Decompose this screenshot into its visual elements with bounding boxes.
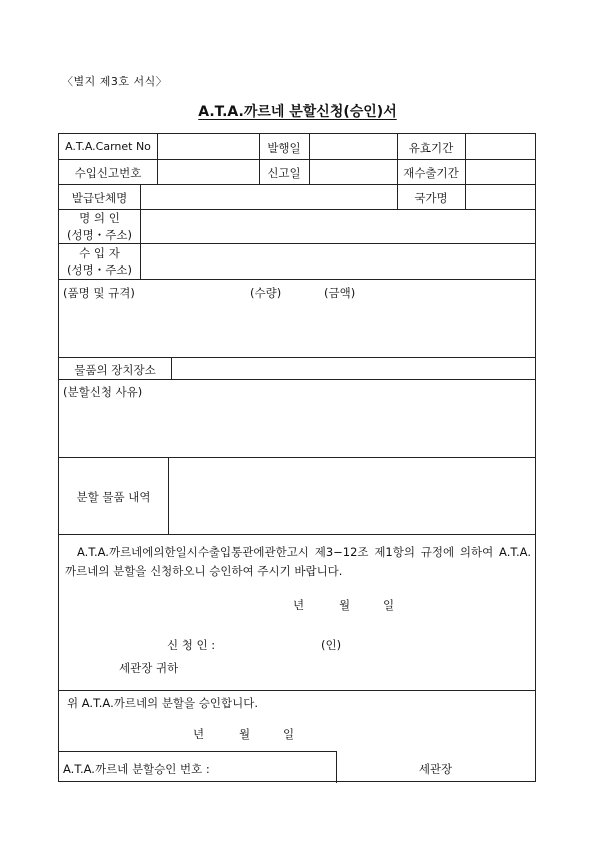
importer-label bbox=[59, 245, 140, 279]
seal-mark: (인) bbox=[321, 638, 342, 652]
addressee: 세관장 귀하 bbox=[119, 661, 179, 675]
customs-director-signer: 세관장 bbox=[418, 762, 453, 776]
approval-year: 년 bbox=[193, 727, 205, 741]
row-divider bbox=[59, 690, 535, 691]
col-divider bbox=[171, 357, 172, 379]
row-divider bbox=[59, 184, 535, 185]
goods-label: (품명 및 규격) bbox=[63, 286, 135, 300]
col-divider bbox=[465, 134, 466, 209]
quantity-label: (수량) bbox=[250, 286, 282, 300]
holder-label-line1: 명 의 인 bbox=[79, 211, 120, 225]
row-divider bbox=[59, 279, 535, 280]
reason-label: (분할신청 사유) bbox=[63, 385, 143, 399]
decl-date-label: 신고일 bbox=[267, 166, 301, 180]
row-divider bbox=[59, 379, 535, 380]
application-form bbox=[58, 133, 536, 782]
importer-label-line2: (성명・주소) bbox=[67, 263, 132, 277]
applicant-label: 신 청 인 : bbox=[167, 638, 216, 652]
issuing-org-label: 발급단체명 bbox=[71, 191, 128, 205]
holder-label bbox=[59, 210, 140, 244]
issue-date-label: 발행일 bbox=[267, 141, 301, 155]
application-day: 일 bbox=[383, 598, 395, 612]
approval-no-label: A.T.A.까르네 분할승인 번호 : bbox=[63, 762, 210, 776]
amount-label: (금액) bbox=[324, 286, 356, 300]
country-label: 국가명 bbox=[414, 191, 448, 205]
row-divider bbox=[59, 457, 535, 458]
form-reference: 〈별지 제3호 서식〉 bbox=[62, 75, 168, 88]
row-divider bbox=[59, 159, 535, 160]
application-year: 년 bbox=[293, 598, 305, 612]
form-title: A.T.A.까르네 분할신청(승인)서 bbox=[198, 104, 397, 120]
split-items-label: 분할 물품 내역 bbox=[76, 490, 151, 504]
import-decl-no-label: 수입신고번호 bbox=[74, 166, 142, 180]
application-statement: A.T.A.까르네에의한일시수출입통관에관한고시 제3−12조 제1항의 규정에 의하여 A.T.A.까르네의 분할을 신청하오니 승인하여 주시기 바랍니다. bbox=[65, 545, 531, 578]
reexport-period-label: 재수출기간 bbox=[403, 166, 459, 180]
col-divider bbox=[309, 134, 310, 184]
col-divider bbox=[140, 184, 141, 279]
importer-label-line1: 수 입 자 bbox=[79, 246, 120, 260]
application-month: 월 bbox=[339, 598, 351, 612]
col-divider bbox=[157, 134, 158, 184]
approval-statement: 위 A.T.A.까르네의 분할을 승인합니다. bbox=[67, 696, 258, 710]
carnet-no-label: A.T.A.Carnet No bbox=[65, 140, 151, 153]
row-divider bbox=[59, 751, 336, 752]
storage-label: 물품의 장치장소 bbox=[74, 363, 156, 377]
approval-day: 일 bbox=[283, 727, 295, 741]
validity-label: 유효기간 bbox=[408, 141, 454, 155]
holder-label-line2: (성명・주소) bbox=[67, 228, 132, 242]
row-divider bbox=[59, 534, 535, 535]
col-divider bbox=[168, 457, 169, 534]
approval-month: 월 bbox=[239, 727, 251, 741]
row-divider bbox=[59, 357, 535, 358]
